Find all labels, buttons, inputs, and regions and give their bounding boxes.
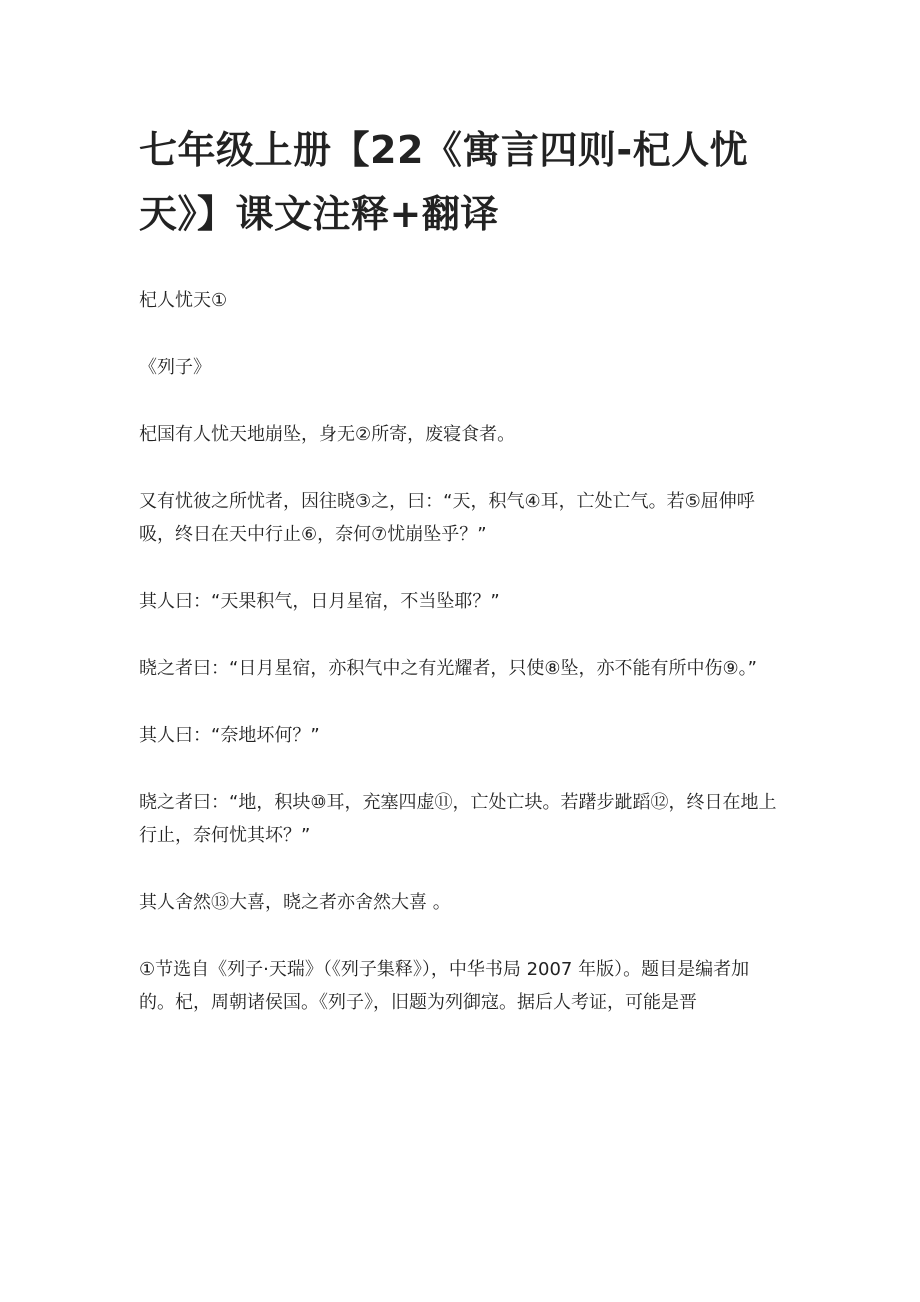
paragraph: 杞国有人忧天地崩坠，身无②所寄，废寝食者。 — [139, 424, 516, 445]
paragraph-source: 《列子》 — [139, 357, 211, 378]
paragraph: 其人曰：“奈地坏何？” — [139, 725, 320, 746]
paragraph: 又有忧彼之所忧者，因往晓③之，曰：“天，积气④耳，亡处亡气。若⑤屈伸呼吸，终日在天中行止⑥，奈何⑦忧崩坠乎？” — [139, 491, 755, 545]
paragraph: 晓之者曰：“日月星宿，亦积气中之有光耀者，只使⑧坠，亦不能有所中伤⑨。” — [139, 658, 757, 679]
paragraph: 晓之者曰：“地，积块⑩耳，充塞四虚⑪，亡处亡块。若躇步跐蹈⑫，终日在地上行止，奈何忧其坏？” — [139, 792, 777, 846]
document-title: 七年级上册【22《寓言四则-杞人忧天》】课文注释+翻译 — [139, 128, 749, 236]
paragraph: 其人曰：“天果积气，日月星宿，不当坠耶？” — [139, 591, 500, 612]
paragraph: 其人舍然⑬大喜，晓之者亦舍然大喜 。 — [139, 892, 451, 913]
document-page — [139, 118, 784, 1053]
paragraph-annotation: ①节选自《列子·天瑞》（《列子集释》），中华书局 2007 年版）。题目是编者加的。杞，周朝诸侯国。《列子》，旧题为列御寇。据后人考证，可能是晋 — [139, 959, 750, 1013]
paragraph-lesson-title: 杞人忧天① — [139, 290, 228, 311]
document-body — [139, 284, 784, 1019]
